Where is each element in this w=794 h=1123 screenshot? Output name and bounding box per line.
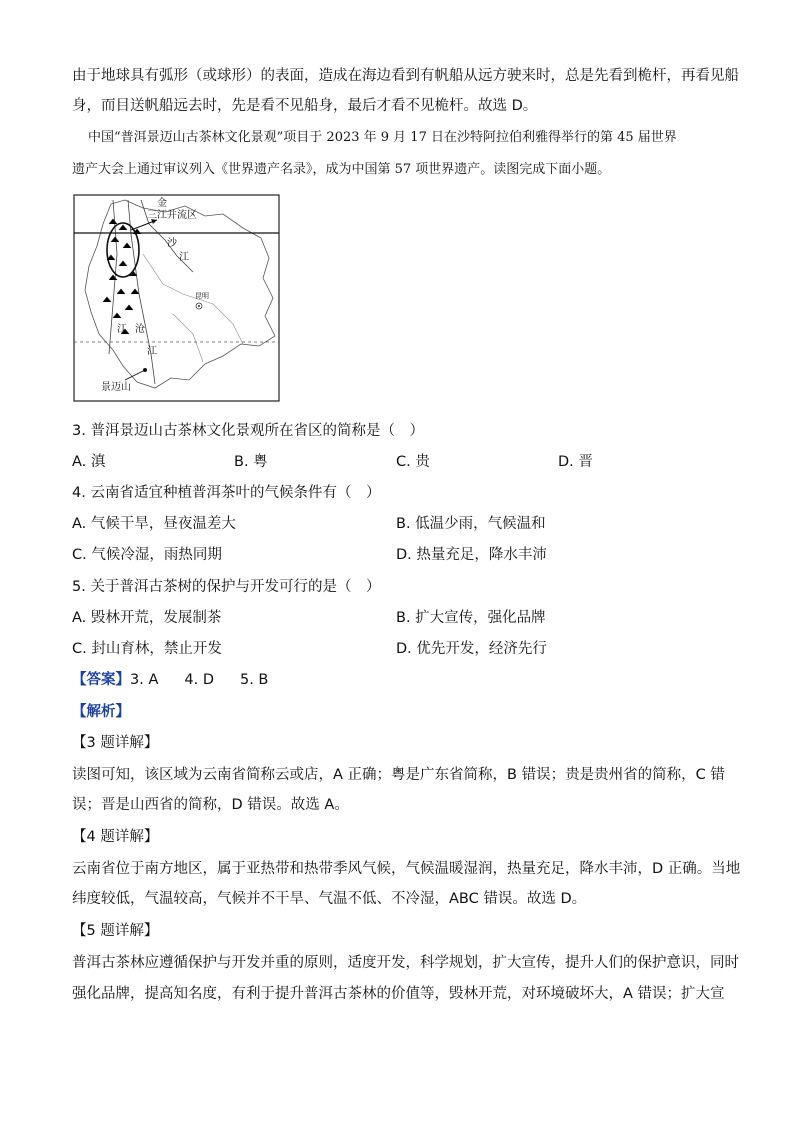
q5-option-d: D. 优先开发，经济先行 [396, 641, 547, 657]
label-lan: 沧 [135, 324, 145, 335]
label-jingmai: 景迈山 [101, 382, 131, 393]
q4-option-b: B. 低温少雨，气候温和 [396, 516, 546, 532]
answer-5: 5. B [239, 672, 269, 688]
question-4-stem: 4. 云南省适宜种植普洱茶叶的气候条件有（ ） [72, 485, 381, 501]
q3-option-b: B. 粤 [234, 454, 268, 470]
intro-line-2: 身，而目送帆船远去时，先是看不见船身，最后才看不见桅杆。故选 D。 [72, 98, 538, 114]
detail-4-line-2: 纬度较低，气温较高，气候并不干旱、气温不低、不冷湿，ABC 错误。故选 D。 [72, 891, 587, 907]
q5-option-c: C. 封山育林，禁止开发 [72, 641, 222, 657]
q3-option-c: C. 贵 [396, 454, 430, 470]
detail-5-line-1: 普洱古茶林应遵循保护与开发并重的原则，适度开发，科学规划，扩大宣传，提升人们的保护意识，同时 [72, 955, 739, 971]
question-3-stem: 3. 普洱景迈山古茶林文化景观所在省区的简称是（ ） [72, 423, 424, 439]
label-jiang-1: 江 [179, 252, 189, 263]
q5-option-b: B. 扩大宣传，强化品牌 [396, 610, 546, 626]
detail-5-tag: 【5 题详解】 [72, 923, 159, 939]
q3-option-a: A. 滇 [72, 454, 106, 470]
yunnan-map [73, 194, 280, 402]
label-sanjiang: 三江并流区 [147, 210, 197, 221]
answer-tag: 【答案】 [72, 672, 130, 688]
detail-3-tag: 【3 题详解】 [72, 735, 159, 751]
detail-4-tag: 【4 题详解】 [72, 829, 159, 845]
detail-3-line-2: 误；晋是山西省的简称，D 错误。故选 A。 [72, 797, 349, 813]
answer-3: 3. A [130, 672, 159, 688]
q3-option-d: D. 晋 [558, 454, 593, 470]
detail-4-line-1: 云南省位于南方地区，属于亚热带和热带季风气候，气候温暖湿润，热量充足，降水丰沛，D 正确。当地 [72, 861, 741, 877]
question-5-stem: 5. 关于普洱古茶树的保护与开发可行的是（ ） [72, 579, 381, 595]
detail-3-line-1: 读图可知，该区域为云南省简称云或店，A 正确；粤是广东省简称，B 错误；贵是贵州省的简称，C 错 [72, 767, 725, 783]
intro-line-1: 由于地球具有弧形（或球形）的表面，造成在海边看到有帆船从远方驶来时，总是先看到桅杆，再看见船 [72, 68, 739, 84]
material-line-1: 中国“普洱景迈山古茶林文化景观”项目于 2023 年 9 月 17 日在沙特阿拉伯利雅得举行的第 45 届世界 [88, 130, 677, 145]
label-jin: 金 [157, 198, 167, 209]
label-jiang-3: 江 [147, 346, 157, 357]
answer-line [72, 670, 268, 690]
analysis-tag: 【解析】 [72, 704, 130, 720]
q4-option-a: A. 气候干旱，昼夜温差大 [72, 516, 236, 532]
label-jiang-2: 江 [117, 324, 127, 335]
q4-option-c: C. 气候冷湿，雨热同期 [72, 547, 222, 563]
q5-option-a: A. 毁林开荒，发展制茶 [72, 610, 222, 626]
label-sha: 沙 [167, 238, 177, 249]
map-frame [74, 195, 279, 401]
detail-5-line-2: 强化品牌，提高知名度，有利于提升普洱古茶林的价值等，毁林开荒，对环境破坏大，A 错误；扩大宣 [72, 986, 725, 1002]
q4-option-d: D. 热量充足，降水丰沛 [396, 547, 547, 563]
label-kunming: 昆明 [195, 292, 209, 300]
answer-4: 4. D [184, 672, 214, 688]
material-line-2: 遗产大会上通过审议列入《世界遗产名录》，成为中国第 57 项世界遗产。读图完成下面小题。 [72, 162, 611, 177]
